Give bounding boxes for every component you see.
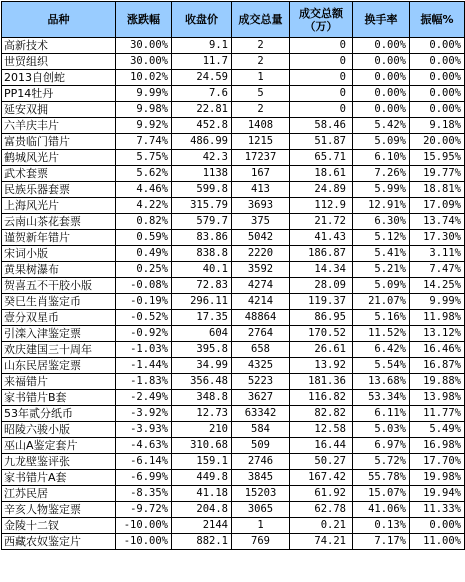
cell-close-price: 210 bbox=[172, 422, 232, 438]
cell-close-price: 159.1 bbox=[172, 454, 232, 470]
cell-total-amount: 16.44 bbox=[290, 438, 353, 454]
cell-amplitude: 20.00% bbox=[410, 134, 465, 150]
table-row[interactable] bbox=[2, 166, 465, 182]
table-row[interactable] bbox=[2, 374, 465, 390]
cell-total-volume: 167 bbox=[232, 166, 290, 182]
cell-close-price: 72.83 bbox=[172, 278, 232, 294]
table-row[interactable] bbox=[2, 326, 465, 342]
cell-change-pct: 5.75% bbox=[116, 150, 172, 166]
cell-change-pct: -0.92% bbox=[116, 326, 172, 342]
cell-variety: 上海风光片 bbox=[2, 198, 116, 214]
cell-close-price: 310.68 bbox=[172, 438, 232, 454]
cell-variety: 辛亥人物鉴定票 bbox=[2, 502, 116, 518]
cell-close-price: 449.8 bbox=[172, 470, 232, 486]
cell-total-volume: 509 bbox=[232, 438, 290, 454]
cell-total-volume: 63342 bbox=[232, 406, 290, 422]
table-row[interactable] bbox=[2, 150, 465, 166]
cell-total-amount: 167.42 bbox=[290, 470, 353, 486]
cell-turnover-rate: 5.21% bbox=[353, 262, 410, 278]
cell-turnover-rate: 5.72% bbox=[353, 454, 410, 470]
cell-turnover-rate: 11.52% bbox=[353, 326, 410, 342]
cell-total-amount: 65.71 bbox=[290, 150, 353, 166]
cell-amplitude: 0.00% bbox=[410, 70, 465, 86]
cell-total-amount: 0 bbox=[290, 86, 353, 102]
cell-variety: 巫山A鉴定套片 bbox=[2, 438, 116, 454]
cell-change-pct: 30.00% bbox=[116, 54, 172, 70]
cell-turnover-rate: 6.30% bbox=[353, 214, 410, 230]
cell-amplitude: 0.00% bbox=[410, 86, 465, 102]
cell-amplitude: 19.94% bbox=[410, 486, 465, 502]
cell-total-amount: 0 bbox=[290, 38, 353, 54]
cell-variety: 谨贺新年错片 bbox=[2, 230, 116, 246]
cell-turnover-rate: 5.09% bbox=[353, 134, 410, 150]
cell-total-amount: 0.21 bbox=[290, 518, 353, 534]
cell-change-pct: 4.22% bbox=[116, 198, 172, 214]
stamp-quote-table bbox=[1, 1, 465, 550]
cell-total-volume: 1408 bbox=[232, 118, 290, 134]
cell-turnover-rate: 0.00% bbox=[353, 70, 410, 86]
cell-close-price: 838.8 bbox=[172, 246, 232, 262]
cell-total-volume: 2746 bbox=[232, 454, 290, 470]
cell-variety: PP14牡丹 bbox=[2, 86, 116, 102]
cell-variety: 2013自创蛇 bbox=[2, 70, 116, 86]
cell-change-pct: 9.99% bbox=[116, 86, 172, 102]
table-row[interactable] bbox=[2, 102, 465, 118]
cell-turnover-rate: 5.99% bbox=[353, 182, 410, 198]
cell-total-volume: 5042 bbox=[232, 230, 290, 246]
cell-total-amount: 18.61 bbox=[290, 166, 353, 182]
header-total-amount[interactable] bbox=[290, 2, 353, 38]
cell-amplitude: 13.12% bbox=[410, 326, 465, 342]
header-total-volume[interactable]: 成交总量 bbox=[232, 2, 290, 38]
cell-change-pct: -0.08% bbox=[116, 278, 172, 294]
cell-turnover-rate: 6.97% bbox=[353, 438, 410, 454]
header-variety[interactable]: 品种 bbox=[2, 2, 116, 38]
cell-change-pct: -9.72% bbox=[116, 502, 172, 518]
cell-total-volume: 4274 bbox=[232, 278, 290, 294]
cell-variety: 金陵十二钗 bbox=[2, 518, 116, 534]
cell-amplitude: 0.00% bbox=[410, 518, 465, 534]
cell-amplitude: 19.98% bbox=[410, 470, 465, 486]
cell-change-pct: -6.14% bbox=[116, 454, 172, 470]
cell-variety: 武术套票 bbox=[2, 166, 116, 182]
cell-amplitude: 17.30% bbox=[410, 230, 465, 246]
cell-change-pct: 0.59% bbox=[116, 230, 172, 246]
table-row[interactable] bbox=[2, 246, 465, 262]
cell-turnover-rate: 0.00% bbox=[353, 86, 410, 102]
cell-turnover-rate: 53.34% bbox=[353, 390, 410, 406]
cell-close-price: 604 bbox=[172, 326, 232, 342]
cell-amplitude: 19.77% bbox=[410, 166, 465, 182]
table-row[interactable] bbox=[2, 518, 465, 534]
cell-turnover-rate: 5.41% bbox=[353, 246, 410, 262]
cell-amplitude: 9.99% bbox=[410, 294, 465, 310]
cell-change-pct: -0.19% bbox=[116, 294, 172, 310]
cell-variety: 山东民居鉴定票 bbox=[2, 358, 116, 374]
cell-total-amount: 41.43 bbox=[290, 230, 353, 246]
cell-total-volume: 4325 bbox=[232, 358, 290, 374]
cell-variety: 家书错片A套 bbox=[2, 470, 116, 486]
cell-change-pct: -10.00% bbox=[116, 518, 172, 534]
cell-amplitude: 18.81% bbox=[410, 182, 465, 198]
cell-change-pct: 0.49% bbox=[116, 246, 172, 262]
cell-total-amount: 26.61 bbox=[290, 342, 353, 358]
cell-close-price: 83.86 bbox=[172, 230, 232, 246]
table-row[interactable] bbox=[2, 134, 465, 150]
cell-turnover-rate: 55.78% bbox=[353, 470, 410, 486]
cell-total-amount: 112.9 bbox=[290, 198, 353, 214]
cell-turnover-rate: 5.09% bbox=[353, 278, 410, 294]
cell-variety: 家书错片B套 bbox=[2, 390, 116, 406]
cell-total-volume: 3627 bbox=[232, 390, 290, 406]
header-total-amount-line: 成交总额 bbox=[299, 6, 343, 20]
cell-total-volume: 1 bbox=[232, 70, 290, 86]
cell-amplitude: 0.00% bbox=[410, 38, 465, 54]
cell-change-pct: 0.82% bbox=[116, 214, 172, 230]
cell-total-amount: 74.21 bbox=[290, 534, 353, 550]
cell-total-volume: 4214 bbox=[232, 294, 290, 310]
table-row[interactable] bbox=[2, 38, 465, 54]
table-row[interactable] bbox=[2, 502, 465, 518]
cell-close-price: 7.6 bbox=[172, 86, 232, 102]
cell-total-volume: 2 bbox=[232, 38, 290, 54]
cell-total-amount: 14.34 bbox=[290, 262, 353, 278]
cell-total-amount: 61.92 bbox=[290, 486, 353, 502]
cell-close-price: 452.8 bbox=[172, 118, 232, 134]
cell-close-price: 395.8 bbox=[172, 342, 232, 358]
cell-turnover-rate: 5.03% bbox=[353, 422, 410, 438]
cell-change-pct: 7.74% bbox=[116, 134, 172, 150]
header-row bbox=[2, 2, 465, 38]
cell-close-price: 1138 bbox=[172, 166, 232, 182]
cell-variety: 黄果树瀑布 bbox=[2, 262, 116, 278]
cell-variety: 延安双拥 bbox=[2, 102, 116, 118]
cell-variety: 江苏民居 bbox=[2, 486, 116, 502]
table-row[interactable] bbox=[2, 86, 465, 102]
cell-amplitude: 9.18% bbox=[410, 118, 465, 134]
cell-variety: 来福错片 bbox=[2, 374, 116, 390]
cell-turnover-rate: 15.07% bbox=[353, 486, 410, 502]
cell-variety: 53年贰分纸币 bbox=[2, 406, 116, 422]
cell-close-price: 599.8 bbox=[172, 182, 232, 198]
cell-turnover-rate: 6.10% bbox=[353, 150, 410, 166]
cell-change-pct: -0.52% bbox=[116, 310, 172, 326]
cell-total-amount: 58.46 bbox=[290, 118, 353, 134]
table-row[interactable] bbox=[2, 454, 465, 470]
table-row[interactable] bbox=[2, 262, 465, 278]
cell-total-amount: 24.89 bbox=[290, 182, 353, 198]
cell-total-amount: 0 bbox=[290, 102, 353, 118]
table-row[interactable] bbox=[2, 294, 465, 310]
table-row[interactable] bbox=[2, 54, 465, 70]
cell-amplitude: 11.33% bbox=[410, 502, 465, 518]
cell-variety: 宋词小版 bbox=[2, 246, 116, 262]
cell-variety: 高新技术 bbox=[2, 38, 116, 54]
table-row[interactable] bbox=[2, 278, 465, 294]
cell-total-amount: 86.95 bbox=[290, 310, 353, 326]
cell-amplitude: 13.98% bbox=[410, 390, 465, 406]
table-row[interactable] bbox=[2, 198, 465, 214]
cell-close-price: 2144 bbox=[172, 518, 232, 534]
cell-variety: 鹤城风光片 bbox=[2, 150, 116, 166]
cell-turnover-rate: 0.13% bbox=[353, 518, 410, 534]
cell-amplitude: 19.88% bbox=[410, 374, 465, 390]
cell-variety: 富贵临门错片 bbox=[2, 134, 116, 150]
cell-total-volume: 3693 bbox=[232, 198, 290, 214]
cell-amplitude: 11.77% bbox=[410, 406, 465, 422]
cell-turnover-rate: 21.07% bbox=[353, 294, 410, 310]
cell-close-price: 17.35 bbox=[172, 310, 232, 326]
cell-total-volume: 5223 bbox=[232, 374, 290, 390]
quote-table-container bbox=[1, 1, 464, 550]
cell-amplitude: 5.49% bbox=[410, 422, 465, 438]
cell-change-pct: -6.99% bbox=[116, 470, 172, 486]
cell-turnover-rate: 0.00% bbox=[353, 54, 410, 70]
cell-total-volume: 1215 bbox=[232, 134, 290, 150]
cell-total-volume: 2220 bbox=[232, 246, 290, 262]
table-row[interactable] bbox=[2, 230, 465, 246]
cell-turnover-rate: 5.42% bbox=[353, 118, 410, 134]
cell-close-price: 882.1 bbox=[172, 534, 232, 550]
cell-change-pct: -2.49% bbox=[116, 390, 172, 406]
cell-change-pct: -8.35% bbox=[116, 486, 172, 502]
cell-total-amount: 0 bbox=[290, 54, 353, 70]
cell-close-price: 41.18 bbox=[172, 486, 232, 502]
cell-close-price: 348.8 bbox=[172, 390, 232, 406]
cell-change-pct: 9.92% bbox=[116, 118, 172, 134]
cell-total-amount: 28.09 bbox=[290, 278, 353, 294]
cell-turnover-rate: 12.91% bbox=[353, 198, 410, 214]
cell-total-volume: 375 bbox=[232, 214, 290, 230]
table-row[interactable] bbox=[2, 214, 465, 230]
cell-total-amount: 181.36 bbox=[290, 374, 353, 390]
cell-turnover-rate: 13.68% bbox=[353, 374, 410, 390]
cell-turnover-rate: 41.06% bbox=[353, 502, 410, 518]
cell-change-pct: 9.98% bbox=[116, 102, 172, 118]
cell-total-amount: 186.87 bbox=[290, 246, 353, 262]
cell-total-amount: 119.37 bbox=[290, 294, 353, 310]
cell-change-pct: -4.63% bbox=[116, 438, 172, 454]
cell-total-amount: 12.58 bbox=[290, 422, 353, 438]
cell-turnover-rate: 5.16% bbox=[353, 310, 410, 326]
cell-close-price: 24.59 bbox=[172, 70, 232, 86]
cell-variety: 贺喜五不干胶小版 bbox=[2, 278, 116, 294]
table-row[interactable] bbox=[2, 70, 465, 86]
cell-close-price: 296.11 bbox=[172, 294, 232, 310]
table-row[interactable] bbox=[2, 342, 465, 358]
cell-variety: 云南山茶花套票 bbox=[2, 214, 116, 230]
table-row[interactable] bbox=[2, 182, 465, 198]
cell-amplitude: 0.00% bbox=[410, 102, 465, 118]
cell-turnover-rate: 0.00% bbox=[353, 102, 410, 118]
cell-change-pct: -3.93% bbox=[116, 422, 172, 438]
cell-close-price: 34.99 bbox=[172, 358, 232, 374]
cell-variety: 世贸组织 bbox=[2, 54, 116, 70]
cell-change-pct: -1.03% bbox=[116, 342, 172, 358]
cell-change-pct: -1.44% bbox=[116, 358, 172, 374]
header-turnover-rate[interactable]: 换手率 bbox=[353, 2, 410, 38]
header-close-price[interactable]: 收盘价 bbox=[172, 2, 232, 38]
cell-close-price: 40.1 bbox=[172, 262, 232, 278]
table-row[interactable] bbox=[2, 310, 465, 326]
cell-amplitude: 14.25% bbox=[410, 278, 465, 294]
table-row[interactable] bbox=[2, 438, 465, 454]
cell-total-amount: 116.82 bbox=[290, 390, 353, 406]
cell-total-volume: 2764 bbox=[232, 326, 290, 342]
cell-variety: 西藏农奴鉴定片 bbox=[2, 534, 116, 550]
cell-variety: 民族乐器套票 bbox=[2, 182, 116, 198]
cell-amplitude: 15.95% bbox=[410, 150, 465, 166]
cell-total-amount: 21.72 bbox=[290, 214, 353, 230]
cell-total-volume: 1 bbox=[232, 518, 290, 534]
cell-close-price: 579.7 bbox=[172, 214, 232, 230]
cell-total-volume: 15203 bbox=[232, 486, 290, 502]
cell-amplitude: 16.98% bbox=[410, 438, 465, 454]
cell-close-price: 12.73 bbox=[172, 406, 232, 422]
cell-variety: 引滦入津鉴定票 bbox=[2, 326, 116, 342]
cell-total-volume: 769 bbox=[232, 534, 290, 550]
cell-change-pct: 5.62% bbox=[116, 166, 172, 182]
cell-total-volume: 48864 bbox=[232, 310, 290, 326]
cell-amplitude: 3.11% bbox=[410, 246, 465, 262]
cell-amplitude: 13.74% bbox=[410, 214, 465, 230]
cell-variety: 昭陵六骏小版 bbox=[2, 422, 116, 438]
cell-variety: 癸巳生肖鉴定币 bbox=[2, 294, 116, 310]
cell-close-price: 22.81 bbox=[172, 102, 232, 118]
cell-close-price: 315.79 bbox=[172, 198, 232, 214]
table-row[interactable] bbox=[2, 406, 465, 422]
cell-change-pct: 10.02% bbox=[116, 70, 172, 86]
cell-close-price: 42.3 bbox=[172, 150, 232, 166]
cell-total-amount: 62.78 bbox=[290, 502, 353, 518]
cell-total-volume: 2 bbox=[232, 102, 290, 118]
cell-close-price: 9.1 bbox=[172, 38, 232, 54]
table-row[interactable] bbox=[2, 390, 465, 406]
table-row[interactable] bbox=[2, 486, 465, 502]
cell-amplitude: 11.00% bbox=[410, 534, 465, 550]
cell-variety: 九龙壁鉴评张 bbox=[2, 454, 116, 470]
cell-turnover-rate: 5.54% bbox=[353, 358, 410, 374]
cell-turnover-rate: 0.00% bbox=[353, 38, 410, 54]
table-row[interactable] bbox=[2, 470, 465, 486]
cell-total-amount: 0 bbox=[290, 70, 353, 86]
cell-total-volume: 658 bbox=[232, 342, 290, 358]
cell-amplitude: 0.00% bbox=[410, 54, 465, 70]
cell-variety: 壹分双星币 bbox=[2, 310, 116, 326]
cell-change-pct: 4.46% bbox=[116, 182, 172, 198]
cell-turnover-rate: 6.42% bbox=[353, 342, 410, 358]
header-amplitude[interactable]: 振幅% bbox=[410, 2, 465, 38]
cell-turnover-rate: 5.12% bbox=[353, 230, 410, 246]
cell-total-volume: 5 bbox=[232, 86, 290, 102]
cell-change-pct: -3.92% bbox=[116, 406, 172, 422]
cell-total-amount: 51.87 bbox=[290, 134, 353, 150]
cell-total-volume: 584 bbox=[232, 422, 290, 438]
cell-total-amount: 50.27 bbox=[290, 454, 353, 470]
cell-total-volume: 3592 bbox=[232, 262, 290, 278]
cell-amplitude: 17.09% bbox=[410, 198, 465, 214]
cell-total-amount: 82.82 bbox=[290, 406, 353, 422]
cell-close-price: 486.99 bbox=[172, 134, 232, 150]
cell-amplitude: 17.70% bbox=[410, 454, 465, 470]
cell-change-pct: -10.00% bbox=[116, 534, 172, 550]
cell-amplitude: 16.46% bbox=[410, 342, 465, 358]
cell-variety: 欢庆建国三十周年 bbox=[2, 342, 116, 358]
table-row[interactable] bbox=[2, 358, 465, 374]
header-change-pct[interactable]: 涨跌幅 bbox=[116, 2, 172, 38]
cell-total-volume: 3065 bbox=[232, 502, 290, 518]
cell-turnover-rate: 6.11% bbox=[353, 406, 410, 422]
cell-close-price: 11.7 bbox=[172, 54, 232, 70]
table-row[interactable] bbox=[2, 118, 465, 134]
cell-turnover-rate: 7.17% bbox=[353, 534, 410, 550]
table-row[interactable] bbox=[2, 422, 465, 438]
cell-change-pct: 0.25% bbox=[116, 262, 172, 278]
cell-total-volume: 3845 bbox=[232, 470, 290, 486]
cell-total-amount: 13.92 bbox=[290, 358, 353, 374]
cell-total-volume: 2 bbox=[232, 54, 290, 70]
cell-total-volume: 413 bbox=[232, 182, 290, 198]
cell-amplitude: 7.47% bbox=[410, 262, 465, 278]
cell-total-volume: 17237 bbox=[232, 150, 290, 166]
cell-total-amount: 170.52 bbox=[290, 326, 353, 342]
header-total-amount-line: （万） bbox=[304, 19, 338, 33]
cell-change-pct: -1.83% bbox=[116, 374, 172, 390]
cell-turnover-rate: 7.26% bbox=[353, 166, 410, 182]
cell-close-price: 356.48 bbox=[172, 374, 232, 390]
cell-amplitude: 16.87% bbox=[410, 358, 465, 374]
table-row[interactable] bbox=[2, 534, 465, 550]
cell-amplitude: 11.98% bbox=[410, 310, 465, 326]
cell-change-pct: 30.00% bbox=[116, 38, 172, 54]
cell-close-price: 204.8 bbox=[172, 502, 232, 518]
cell-variety: 六羊庆丰片 bbox=[2, 118, 116, 134]
